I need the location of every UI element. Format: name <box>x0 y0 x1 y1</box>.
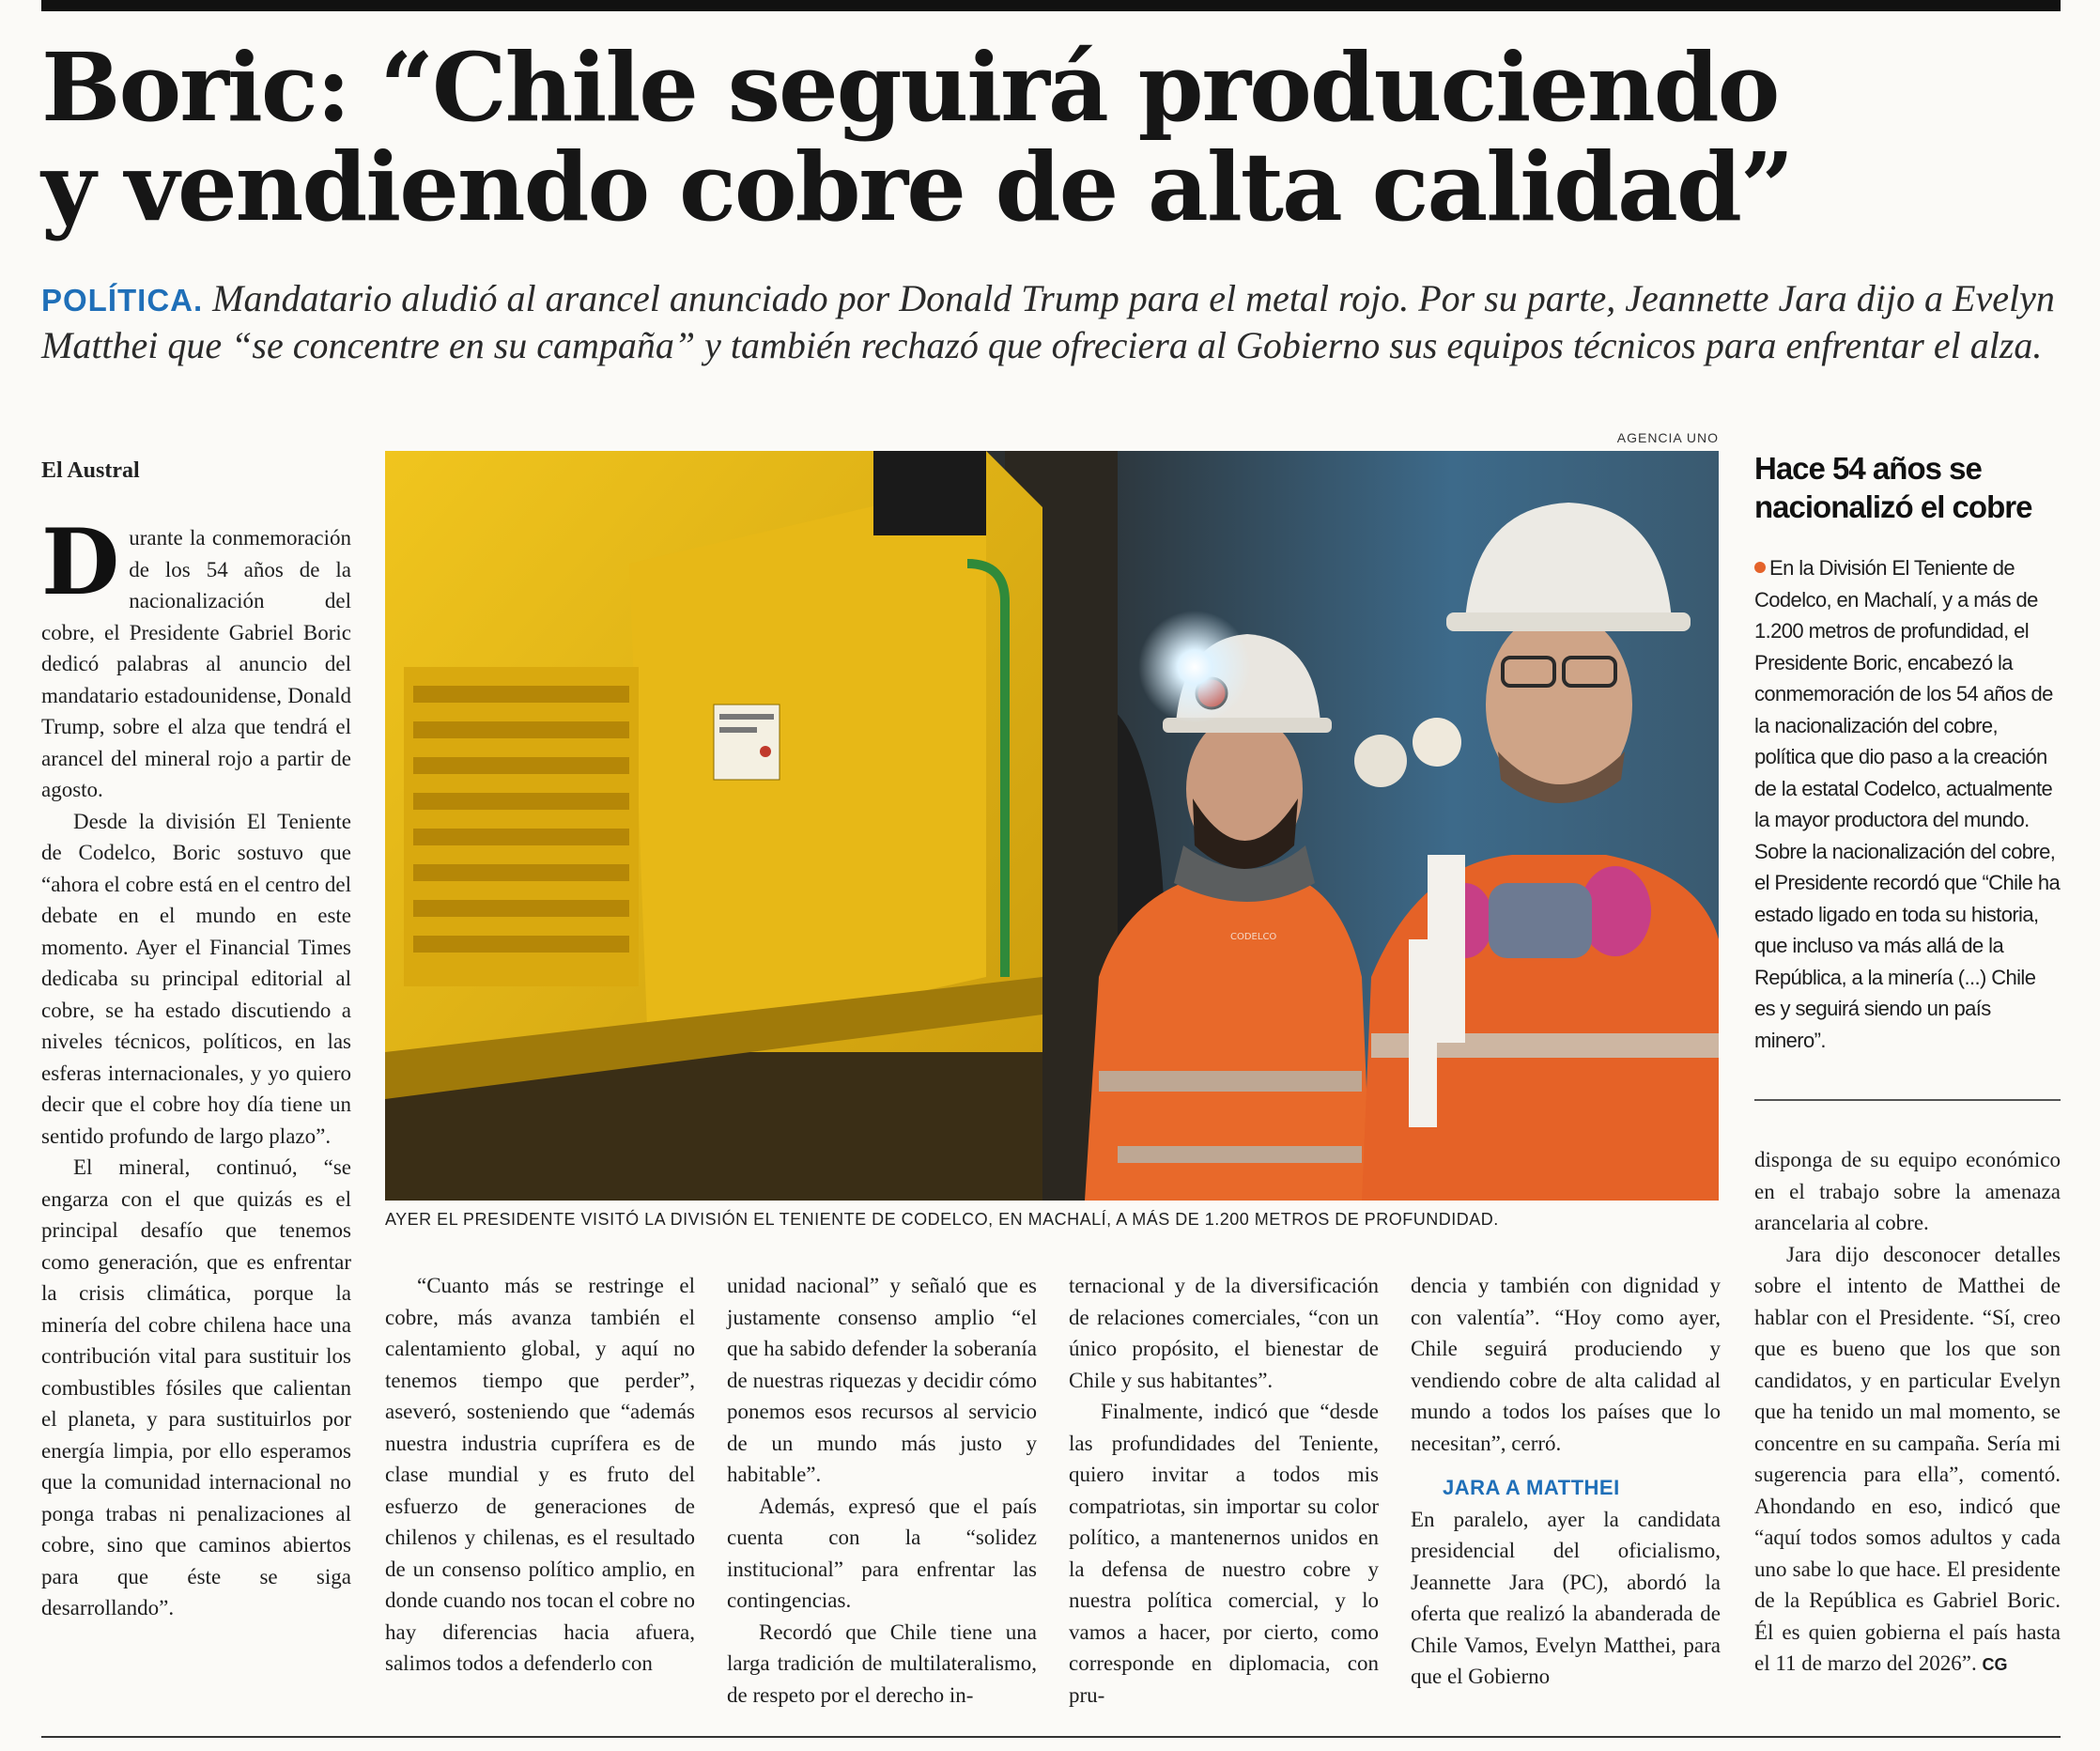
paragraph: En paralelo, ayer la candidata presidencial del oficialismo, Jeannette Jara (PC), abordó la oferta que realizó la abanderada de Chile Vamos, Evelyn Matthei, para que el Gobierno <box>1411 1507 1721 1688</box>
deck <box>41 276 2061 368</box>
paragraph: Además, expresó que el país cuenta con la “solidez institucional” para enfrentar las contingencias. <box>727 1494 1037 1612</box>
lead-text: urante la conmemoración de los 54 años de la nacionalización del cobre, el Presidente Gabriel Boric dedicó palabras al anuncio del mandatario estadounidense, Donald Trump, sobre el alza que tendrá el arancel del mineral rojo a partir de agosto. <box>41 526 351 801</box>
paragraph: unidad nacional” y señaló que es justamente consenso amplio “el que ha sabido defender la soberanía de nuestras riquezas y decidir cómo ponemos esos recursos al servicio de un mundo más justo y habitable”. <box>727 1274 1037 1486</box>
byline: El Austral <box>41 458 140 483</box>
photo-caption: AYER EL PRESIDENTE VISITÓ LA DIVISIÓN EL TENIENTE DE CODELCO, EN MACHALÍ, A MÁS DE 1.200 METROS DE PROFUNDIDAD. <box>385 1210 1499 1229</box>
subhead: JARA A MATTHEI <box>1443 1476 1620 1499</box>
paragraph: Desde la división El Teniente de Codelco, Boric sostuvo que “ahora el cobre está en el centro del debate en el mundo en este momento. Ayer el Financial Times dedicaba su principal editorial al cobre, se ha estado discutiendo a niveles técnicos, políticos, en las esferas internacionales, y yo quiero decir que el cobre hoy día tiene un sentido profundo de largo plazo”. <box>41 809 351 1148</box>
headline-line-2: y vendiendo cobre de alta calidad” <box>41 132 1793 242</box>
drop-cap: D <box>41 509 120 615</box>
lead-paragraph <box>41 509 351 806</box>
article-column-5 <box>1411 1270 1721 1693</box>
deck-text: Mandatario aludió al arancel anunciado por Donald Trump para el metal rojo. Por su parte, Jeannette Jara dijo a Evelyn Matthei que “se concentre en su campaña” y también rechazó que ofreciera al Gobierno sus equipos técnicos para enfrentar el alza. <box>41 277 2055 366</box>
sidebar-text: En la División El Teniente de Codelco, en Machalí, y a más de 1.200 metros de profundidad, el Presidente Boric, encabezó la conmemoración de los 54 años de la nacionalización del cobre, política que dio paso a la creación de la estatal Codelco, actualmente la mayor productora del mundo. Sobre la nacionalización del cobre, el Presidente recordó que “Chile ha estado ligado en toda su historia, que incluso va más allá de la República, a la minería (...) Chile es y seguirá siendo un país minero”. <box>1754 556 2061 1052</box>
mine-photo-illustration <box>385 451 1719 1201</box>
paragraph <box>1754 1239 2061 1681</box>
paragraph: disponga de su equipo económico en el trabajo sobre la amenaza arancelaria al cobre. <box>1754 1148 2061 1234</box>
section-kicker: POLÍTICA. <box>41 283 204 318</box>
end-mark: CG <box>1982 1655 2008 1674</box>
article-column-4 <box>1069 1270 1379 1711</box>
article-column-3 <box>727 1270 1037 1711</box>
photo-credit: AGENCIA UNO <box>1616 430 1719 445</box>
sidebar-bottom-rule <box>1754 1099 2061 1101</box>
article-photo <box>385 451 1719 1201</box>
paragraph: Finalmente, indicó que “desde las profundidades del Teniente, quiero invitar a todos mis compatriotas, sin importar su color político, a mantenernos unidos en la defensa de nuestro cobre y nuestra política comercial, y lo vamos a hacer, por cierto, como corresponde en diplomacia, con pru- <box>1069 1400 1379 1707</box>
article-column-1 <box>41 509 351 1624</box>
bullet-icon <box>1754 562 1766 573</box>
suit-logo-text: CODELCO <box>1230 932 1277 942</box>
article-column-2 <box>385 1270 695 1680</box>
top-rule <box>41 0 2061 11</box>
paragraph: dencia y también con dignidad y con valentía”. “Hoy como ayer, Chile seguirá produciendo y vendiendo cobre de alta calidad al mundo a todos los países que lo necesitan”, cerró. <box>1411 1274 1721 1455</box>
paragraph: ternacional y de la diversificación de relaciones comerciales, “con un único propósito, el bienestar de Chile y sus habitantes”. <box>1069 1274 1379 1392</box>
paragraph-text: Jara dijo desconocer detalles sobre el intento de Matthei de hablar con el Presidente. “Sí, creo que es bueno que los que son candidatos, y en particular Evelyn que ha tenido un mal momento, se concentre en su campaña. Sería mi sugerencia para ella”, comentó. Ahondando en eso, indicó que “aquí todos somos adultos y cada uno sabe lo que hace. El presidente de la República es Gabriel Boric. Él es quien gobierna el país hasta el 11 de marzo del 2026”. <box>1754 1242 2061 1675</box>
sidebar-title: Hace 54 años se nacionalizó el cobre <box>1754 451 2032 524</box>
paragraph: “Cuanto más se restringe el cobre, más avanza también el calentamiento global, y aquí no tenemos tiempo que perder”, aseveró, sosteniendo que “además nuestra industria cuprífera es de clase mundial y es fruto del esfuerzo de generaciones de chilenos y chilenas, es el resultado de un consenso político amplio, en donde cuando nos tocan el cobre no hay diferencias hacia afuera, salimos todos a defenderlo con <box>385 1274 695 1675</box>
paragraph: El mineral, continuó, “se engarza con el que quizás es el principal desafío que tenemos como generación, que es enfrentar la crisis climática, porque la minería del cobre chilena hace una contribución vital para sustituir los combustibles fósiles que calientan el planeta, y para sustituirlos por energía limpia, por ello esperamos que la comunidad internacional no ponga trabas ni penalizaciones al cobre, sino que caminos abiertos para que éste se siga desarrollando”. <box>41 1155 351 1619</box>
bottom-rule <box>41 1736 2061 1738</box>
article-column-6 <box>1754 1144 2061 1681</box>
paragraph: Recordó que Chile tiene una larga tradición de multilateralismo, de respeto por el derecho in- <box>727 1619 1037 1707</box>
headline-line-1: Boric: “Chile seguirá produciendo <box>41 32 1779 143</box>
headline <box>41 32 2061 242</box>
sidebar-body <box>1754 552 2061 1056</box>
